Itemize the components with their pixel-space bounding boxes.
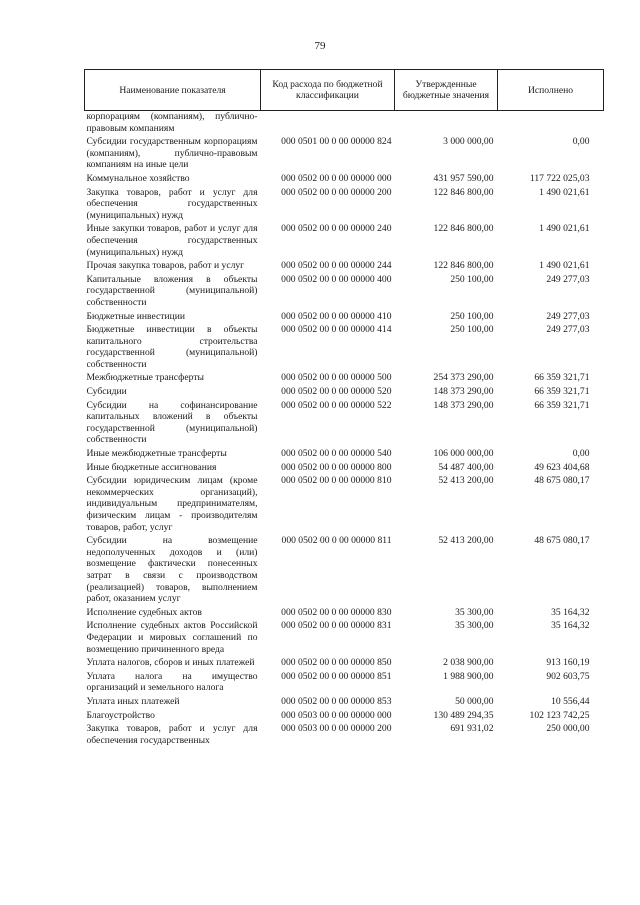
row-approved: 35 300,00 (455, 606, 494, 618)
row-name: Капитальные вложения в объекты государственной (муниципальной) собственности (86, 273, 258, 308)
table-row (85, 111, 604, 137)
row-name: корпорациям (компаниям), публично-правовым компаниям (86, 111, 258, 134)
header-executed: Исполнено (498, 70, 604, 111)
table-row (85, 324, 604, 372)
row-code: 000 0502 00 0 00 00000 810 (281, 475, 392, 487)
row-approved: 148 373 290,00 (433, 399, 494, 411)
row-approved: 1 988 900,00 (443, 670, 494, 682)
row-executed: 1 490 021,61 (539, 223, 590, 235)
row-executed: 35 164,32 (551, 606, 590, 618)
row-approved: 250 100,00 (450, 310, 494, 322)
row-executed: 1 490 021,61 (539, 260, 590, 272)
row-code: 000 0502 00 0 00 00000 853 (281, 695, 392, 707)
row-executed: 117 722 025,03 (529, 172, 590, 184)
row-executed: 102 123 742,25 (529, 709, 590, 721)
row-name: Субсидии государственным корпорациям (компаниям), публично-правовым компаниям на иные цели (86, 136, 258, 171)
table-row (85, 260, 604, 274)
row-executed: 249 277,03 (546, 273, 590, 285)
row-name: Благоустройство (86, 709, 155, 721)
row-name: Закупка товаров, работ и услуг для обеспечения государственных (муниципальных) нужд (86, 186, 258, 221)
table-row (85, 400, 604, 448)
row-code: 000 0502 00 0 00 00000 540 (281, 448, 392, 460)
row-executed: 249 277,03 (546, 310, 590, 322)
table-row (85, 723, 604, 748)
row-executed: 35 164,32 (551, 620, 590, 632)
row-approved: 148 373 290,00 (433, 386, 494, 398)
row-approved: 106 000 000,00 (433, 448, 494, 460)
row-approved: 122 846 800,00 (433, 223, 494, 235)
row-name: Уплата налогов, сборов и иных платежей (86, 657, 255, 669)
row-code: 000 0502 00 0 00 00000 200 (281, 186, 392, 198)
row-name: Коммунальное хозяйство (86, 172, 190, 184)
row-code: 000 0502 00 0 00 00000 000 (281, 172, 392, 184)
row-approved: 52 413 200,00 (438, 535, 494, 547)
row-code: 000 0502 00 0 00 00000 850 (281, 657, 392, 669)
table-row (85, 607, 604, 621)
row-approved: 250 100,00 (450, 273, 494, 285)
row-approved: 122 846 800,00 (433, 186, 494, 198)
row-executed: 249 277,03 (546, 324, 590, 336)
row-executed: 48 675 080,17 (534, 535, 590, 547)
header-approved: Утвержденные бюджетные значения (395, 70, 498, 111)
row-code: 000 0502 00 0 00 00000 400 (281, 273, 392, 285)
row-approved: 691 931,02 (450, 723, 494, 735)
row-executed: 0,00 (572, 136, 590, 148)
row-code: 000 0502 00 0 00 00000 800 (281, 461, 392, 473)
row-executed: 913 160,19 (546, 657, 590, 669)
row-code: 000 0502 00 0 00 00000 410 (281, 310, 392, 322)
table-row (85, 274, 604, 311)
row-approved: 122 846 800,00 (433, 260, 494, 272)
table-body (85, 111, 604, 749)
row-code: 000 0502 00 0 00 00000 414 (281, 324, 392, 336)
row-approved: 3 000 000,00 (443, 136, 494, 148)
row-name: Закупка товаров, работ и услуг для обеспечения государственных (86, 723, 258, 746)
row-name: Прочая закупка товаров, работ и услуг (86, 260, 245, 272)
row-code: 000 0502 00 0 00 00000 831 (281, 620, 392, 632)
row-code: 000 0503 00 0 00 00000 200 (281, 723, 392, 735)
row-executed: 48 675 080,17 (534, 475, 590, 487)
row-name: Исполнение судебных актов Российской Федерации и мировых соглашений по возмещению причиненного вреда (86, 620, 258, 655)
table-row (85, 710, 604, 724)
row-name: Субсидии на возмещение недополученных доходов и (или) возмещение фактически понесенных затрат в связи с производством (реализацией) товаров, выполнением работ, оказанием услуг (86, 535, 258, 605)
row-name: Уплата иных платежей (86, 695, 180, 707)
row-executed: 902 603,75 (546, 670, 590, 682)
table-row (85, 475, 604, 535)
table-row (85, 462, 604, 476)
table-row (85, 136, 604, 173)
table-row (85, 535, 604, 607)
table-header-row (85, 70, 604, 111)
table-row (85, 187, 604, 224)
row-approved: 130 489 294,35 (433, 709, 494, 721)
row-approved: 50 000,00 (455, 695, 494, 707)
row-approved: 52 413 200,00 (438, 475, 494, 487)
row-name: Субсидии на софинансирование капитальных вложений в объекты государственной (муниципальной) собственности (86, 399, 258, 446)
table-row (85, 671, 604, 696)
row-code: 000 0501 00 0 00 00000 824 (281, 136, 392, 148)
row-name: Бюджетные инвестиции в объекты капитального строительства государственной (муниципальной) собственности (86, 324, 258, 370)
row-code: 000 0502 00 0 00 00000 520 (281, 386, 392, 398)
table-row (85, 173, 604, 187)
row-approved: 35 300,00 (455, 620, 494, 632)
table-row (85, 311, 604, 325)
table-row (85, 448, 604, 462)
row-approved: 250 100,00 (450, 324, 494, 336)
table-row (85, 696, 604, 710)
row-approved: 254 373 290,00 (433, 372, 494, 384)
header-name: Наименование показателя (85, 70, 261, 111)
row-executed: 66 359 321,71 (534, 386, 590, 398)
header-code: Код расхода по бюджетной классификации (261, 70, 395, 111)
row-name: Субсидии юридическим лицам (кроме некоммерческих организаций), индивидуальным предпринимателям, физическим лицам - производителям товаров, работ, услуг (86, 475, 258, 533)
table-row (85, 223, 604, 260)
row-code: 000 0502 00 0 00 00000 851 (281, 670, 392, 682)
row-approved: 2 038 900,00 (443, 657, 494, 669)
row-name: Иные межбюджетные трансферты (86, 448, 227, 460)
row-executed: 66 359 321,71 (534, 399, 590, 411)
row-approved: 54 487 400,00 (438, 461, 494, 473)
row-approved: 431 957 590,00 (433, 172, 494, 184)
row-name: Субсидии (86, 386, 127, 398)
row-code: 000 0502 00 0 00 00000 830 (281, 606, 392, 618)
row-executed: 1 490 021,61 (539, 186, 590, 198)
row-code: 000 0502 00 0 00 00000 500 (281, 372, 392, 384)
row-executed: 49 623 404,68 (534, 461, 590, 473)
table-row (85, 372, 604, 386)
row-executed (498, 111, 604, 137)
row-code: 000 0502 00 0 00 00000 240 (281, 223, 392, 235)
row-name: Бюджетные инвестиции (86, 310, 185, 322)
table-row (85, 657, 604, 671)
row-name: Иные бюджетные ассигнования (86, 461, 217, 473)
budget-table (84, 69, 604, 748)
table-row (85, 386, 604, 400)
row-code (261, 111, 395, 137)
page-number: 79 (314, 40, 326, 52)
row-code: 000 0502 00 0 00 00000 522 (281, 399, 392, 411)
row-name: Межбюджетные трансферты (86, 372, 204, 384)
row-name: Иные закупки товаров, работ и услуг для обеспечения государственных (муниципальных) нужд (86, 223, 258, 258)
row-executed: 250 000,00 (546, 723, 590, 735)
row-code: 000 0503 00 0 00 00000 000 (281, 709, 392, 721)
row-name: Уплата налога на имущество организаций и земельного налога (86, 670, 258, 694)
row-code: 000 0502 00 0 00 00000 244 (281, 260, 392, 272)
row-executed: 66 359 321,71 (534, 372, 590, 384)
table-row (85, 620, 604, 657)
row-approved (395, 111, 498, 137)
row-name: Исполнение судебных актов (86, 606, 202, 618)
row-code: 000 0502 00 0 00 00000 811 (281, 535, 392, 547)
row-executed: 10 556,44 (551, 695, 590, 707)
row-executed: 0,00 (572, 448, 590, 460)
